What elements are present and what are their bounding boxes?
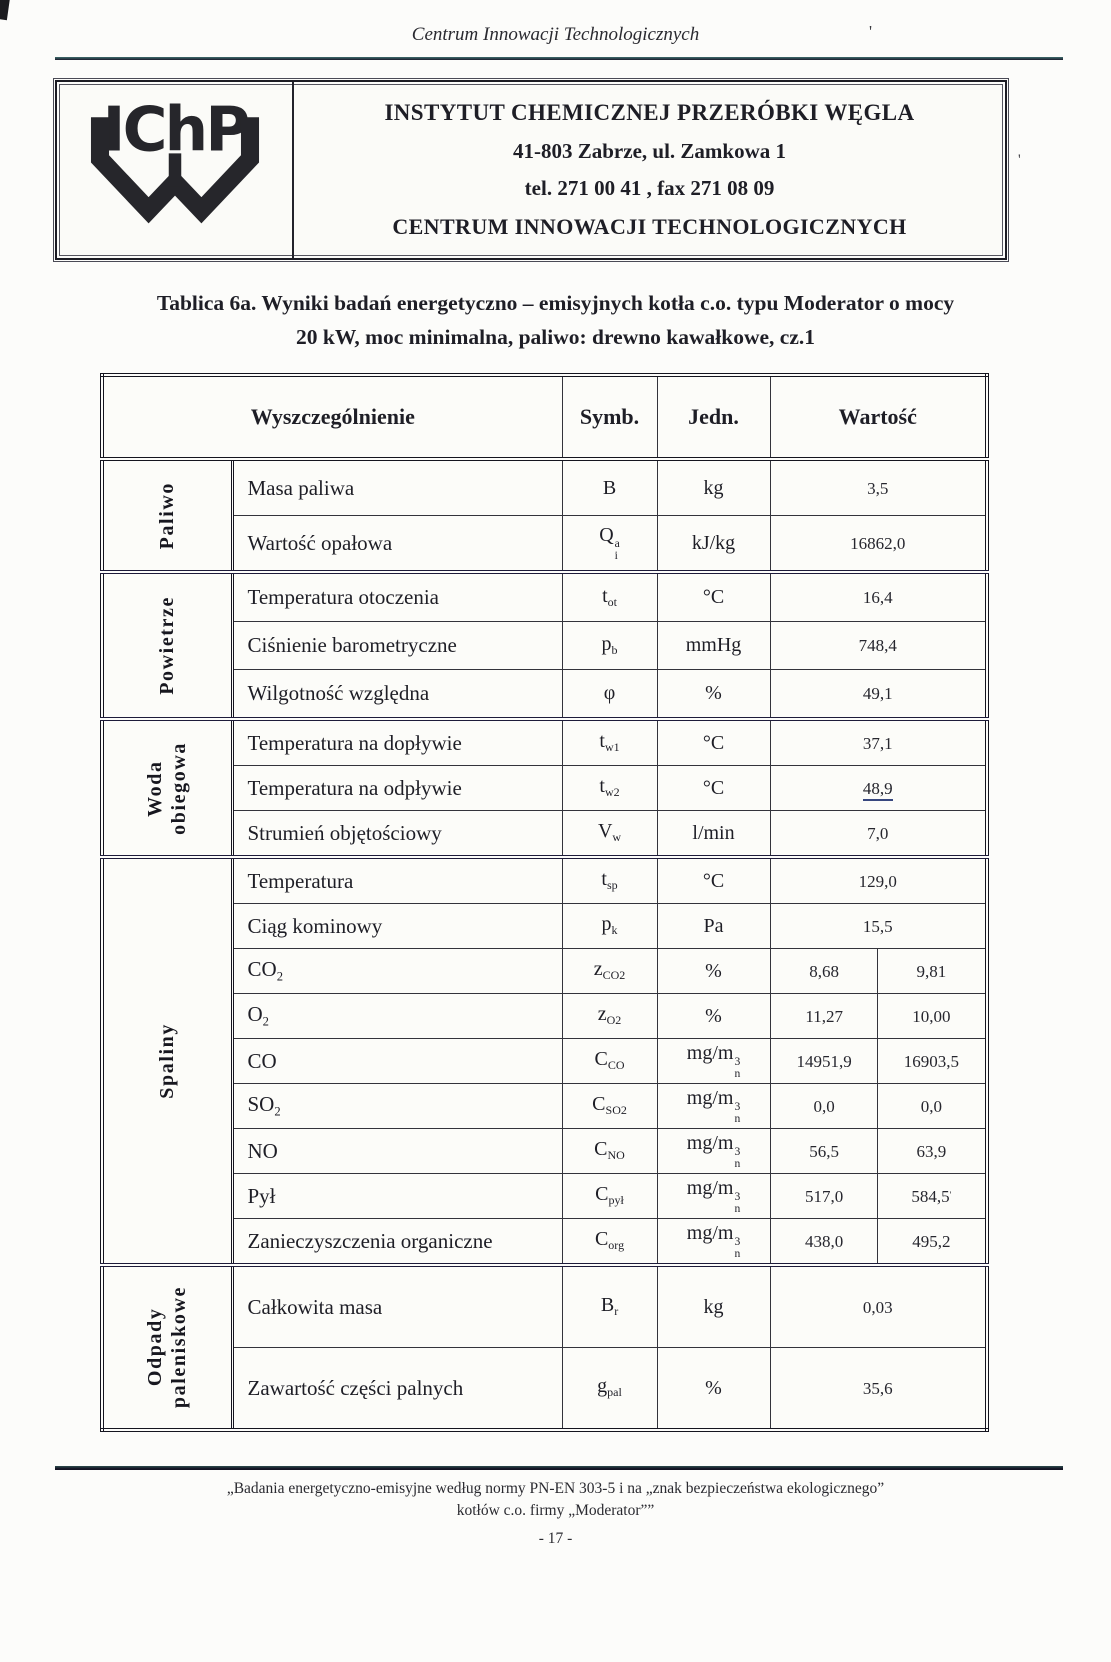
value-cell: [770, 994, 987, 1039]
value-cell: [770, 857, 987, 904]
unit: l/min: [657, 811, 770, 858]
table-row: [102, 670, 987, 720]
table-header-row: [102, 375, 987, 459]
unit: Pa: [657, 904, 770, 949]
table-row: [102, 1219, 987, 1266]
symbol: $p_k$: [562, 904, 657, 949]
value-cell: [770, 811, 987, 858]
symbol: $t_{sp}$: [562, 857, 657, 904]
parameter-label: CO: [232, 1039, 562, 1084]
unit: °C: [657, 766, 770, 811]
value: 14951,9: [796, 1051, 852, 1071]
parameter-label: Temperatura: [232, 857, 562, 904]
value: 48,9: [771, 779, 986, 799]
value-cell: [770, 1129, 987, 1174]
value: 56,5: [809, 1141, 840, 1161]
value: 15,5: [862, 916, 893, 936]
parameter-label: $CO_2$: [232, 949, 562, 994]
ichpw-logo-icon: [77, 95, 273, 245]
institute-phone-fax: tel. 271 00 41 , fax 271 08 09: [524, 176, 775, 201]
parameter-label: $O_2$: [232, 994, 562, 1039]
unit: kJ/kg: [657, 516, 770, 573]
footer-rule: [55, 1466, 1063, 1470]
value-cell: [770, 1039, 987, 1084]
unit: kg: [657, 1265, 770, 1348]
table-row: [102, 1129, 987, 1174]
symbol: $V_w$: [562, 811, 657, 858]
value-cell: [770, 622, 987, 670]
parameter-label: Temperatura na odpływie: [232, 766, 562, 811]
symbol: $C_{org}$: [562, 1219, 657, 1266]
value: 0,0: [813, 1096, 835, 1116]
table-row: [102, 1348, 987, 1431]
parameter-label: Ciśnienie barometryczne: [232, 622, 562, 670]
value-cell: [770, 766, 987, 811]
parameter-label: Całkowita masa: [232, 1265, 562, 1348]
symbol: $B_r$: [562, 1265, 657, 1348]
footer-note: [0, 1478, 1111, 1550]
parameter-label: Masa paliwa: [232, 459, 562, 516]
table-section-spaliny: [102, 857, 987, 1265]
value-cell: [770, 719, 987, 766]
symbol: $C_{NO}$: [562, 1129, 657, 1174]
value-cell: [770, 516, 987, 573]
category-label: Paliwo: [102, 459, 232, 572]
category-label: Powietrze: [102, 572, 232, 719]
table-row: [102, 622, 987, 670]
unit: °C: [657, 572, 770, 622]
value-cell: [770, 1219, 987, 1266]
table-row: [102, 1265, 987, 1348]
table-row: [102, 766, 987, 811]
symbol: $C_{SO2}$: [562, 1084, 657, 1129]
table-section-powietrze: [102, 572, 987, 719]
value: 438,0: [805, 1231, 844, 1251]
table-row: [102, 719, 987, 766]
value-cell: [770, 1265, 987, 1348]
table-row: [102, 459, 987, 516]
table-row: [102, 1039, 987, 1084]
unit: kg: [657, 459, 770, 516]
parameter-label: Zanieczyszczenia organiczne: [232, 1219, 562, 1266]
table-section-paliwo: [102, 459, 987, 572]
value: 11,27: [805, 1006, 843, 1026]
header-rule: [55, 57, 1063, 60]
value: 16862,0: [850, 533, 906, 553]
parameter-label: Wilgotność względna: [232, 670, 562, 720]
value-cell: [770, 670, 987, 720]
table-row: [102, 572, 987, 622]
table-row: [102, 857, 987, 904]
value: 0,03: [862, 1297, 893, 1317]
table-row: [102, 1084, 987, 1129]
parameter-label: Pył: [232, 1174, 562, 1219]
value: 7,0: [867, 823, 889, 843]
symbol: $t_{w2}$: [562, 766, 657, 811]
unit: °C: [657, 719, 770, 766]
parameter-label: Zawartość części palnych: [232, 1348, 562, 1431]
value-cell: [770, 572, 987, 622]
unit: mg/m 3 n: [657, 1219, 770, 1266]
value-cell: [770, 949, 987, 994]
unit: mg/m 3 n: [657, 1084, 770, 1129]
table-title-line2: 20 kW, moc minimalna, paliwo: drewno kawałkowe, cz.1: [295, 325, 815, 350]
table-row: [102, 1174, 987, 1219]
value: 0,0: [920, 1096, 943, 1116]
symbol: $g_{pal}$: [562, 1348, 657, 1431]
value: 495,2: [912, 1231, 951, 1251]
scan-artifact: [0, 0, 10, 20]
value: 16,4: [862, 588, 893, 608]
unit: %: [657, 949, 770, 994]
unit: %: [657, 994, 770, 1039]
unit: mmHg: [657, 622, 770, 670]
category-label: Odpady paleniskowe: [102, 1265, 232, 1430]
unit: mg/m 3 n: [657, 1129, 770, 1174]
results-table: [100, 373, 989, 1432]
symbol: $C_{CO}$: [562, 1039, 657, 1084]
institute-address: 41-803 Zabrze, ul. Zamkowa 1: [513, 138, 786, 163]
table-row: [102, 904, 987, 949]
scan-artifact: ': [869, 22, 873, 41]
parameter-label: Temperatura na dopływie: [232, 719, 562, 766]
parameter-label: $SO_2$: [232, 1084, 562, 1129]
unit: °C: [657, 857, 770, 904]
letterhead-text: [294, 82, 1005, 258]
value-cell: [770, 1174, 987, 1219]
symbol: $t_{w1}$: [562, 719, 657, 766]
unit: %: [657, 1348, 770, 1431]
symbol: φ: [562, 670, 657, 720]
institute-name: INSTYTUT CHEMICZNEJ PRZERÓBKI WĘGLA: [384, 100, 915, 126]
value: 584,5': [911, 1186, 952, 1206]
value: 8,68: [809, 961, 840, 981]
value-cell: [770, 459, 987, 516]
table-section-woda-obiegowa: [102, 719, 987, 857]
footer-note-line1: „Badania energetyczno-emisyjne według normy PN-EN 303-5 i na „znak bezpieczeństwa ekologicznego”: [226, 1480, 885, 1497]
table-row: [102, 949, 987, 994]
unit: mg/m 3 n: [657, 1174, 770, 1219]
value: 129,0: [858, 871, 897, 891]
symbol: B: [562, 459, 657, 516]
value: 9,81: [916, 961, 947, 981]
value: 49,1: [862, 684, 893, 704]
symbol: $t_{ot}$: [562, 572, 657, 622]
symbol: $C_{pył}$: [562, 1174, 657, 1219]
value-cell: [770, 1084, 987, 1129]
institute-center-name: CENTRUM INNOWACJI TECHNOLOGICZNYCH: [392, 213, 907, 239]
ichpw-logo: [57, 82, 294, 258]
value: 3,5: [867, 478, 889, 498]
value: 63,9: [916, 1141, 947, 1161]
column-header-spec: Wyszczególnienie: [102, 375, 562, 459]
value-cell: [770, 1348, 987, 1431]
parameter-label: Wartość opałowa: [232, 516, 562, 573]
table-row: [102, 516, 987, 573]
parameter-label: NO: [232, 1129, 562, 1174]
symbol: $z_{CO2}$: [562, 949, 657, 994]
column-header-value: Wartość: [770, 375, 987, 459]
value: 37,1: [862, 733, 893, 753]
parameter-label: Strumień objętościowy: [232, 811, 562, 858]
scan-artifact: ': [1018, 152, 1021, 168]
symbol: $p_b$: [562, 622, 657, 670]
value: 35,6: [862, 1378, 893, 1398]
table-title: [0, 286, 1111, 355]
table-section-odpady-paleniskowe: [102, 1265, 987, 1430]
parameter-label: Ciąg kominowy: [232, 904, 562, 949]
column-header-unit: Jedn.: [657, 375, 770, 459]
symbol: Q a i: [562, 516, 657, 573]
value: 16903,5: [903, 1051, 960, 1071]
svg-text:IChP: IChP: [102, 95, 247, 166]
table-row: [102, 994, 987, 1039]
value: 10,00: [912, 1006, 951, 1026]
parameter-label: Temperatura otoczenia: [232, 572, 562, 622]
page-number: - 17 -: [538, 1529, 573, 1547]
footer-note-line2: kotłów c.o. firmy „Moderator””: [456, 1502, 655, 1520]
unit: mg/m 3 n: [657, 1039, 770, 1084]
value: 517,0: [805, 1186, 844, 1206]
table-row: [102, 811, 987, 858]
category-label: Woda obiegowa: [102, 719, 232, 857]
table-title-line1: Tablica 6a. Wyniki badań energetyczno – emisyjnych kotła c.o. typu Moderator o mocy: [156, 291, 955, 315]
value: 748,4: [858, 636, 897, 656]
value-cell: [770, 904, 987, 949]
running-header: Centrum Innowacji Technologicznych: [411, 24, 700, 45]
unit: %: [657, 670, 770, 720]
symbol: $z_{O2}$: [562, 994, 657, 1039]
letterhead: [55, 80, 1007, 260]
column-header-symbol: Symb.: [562, 375, 657, 459]
category-label: Spaliny: [102, 857, 232, 1265]
